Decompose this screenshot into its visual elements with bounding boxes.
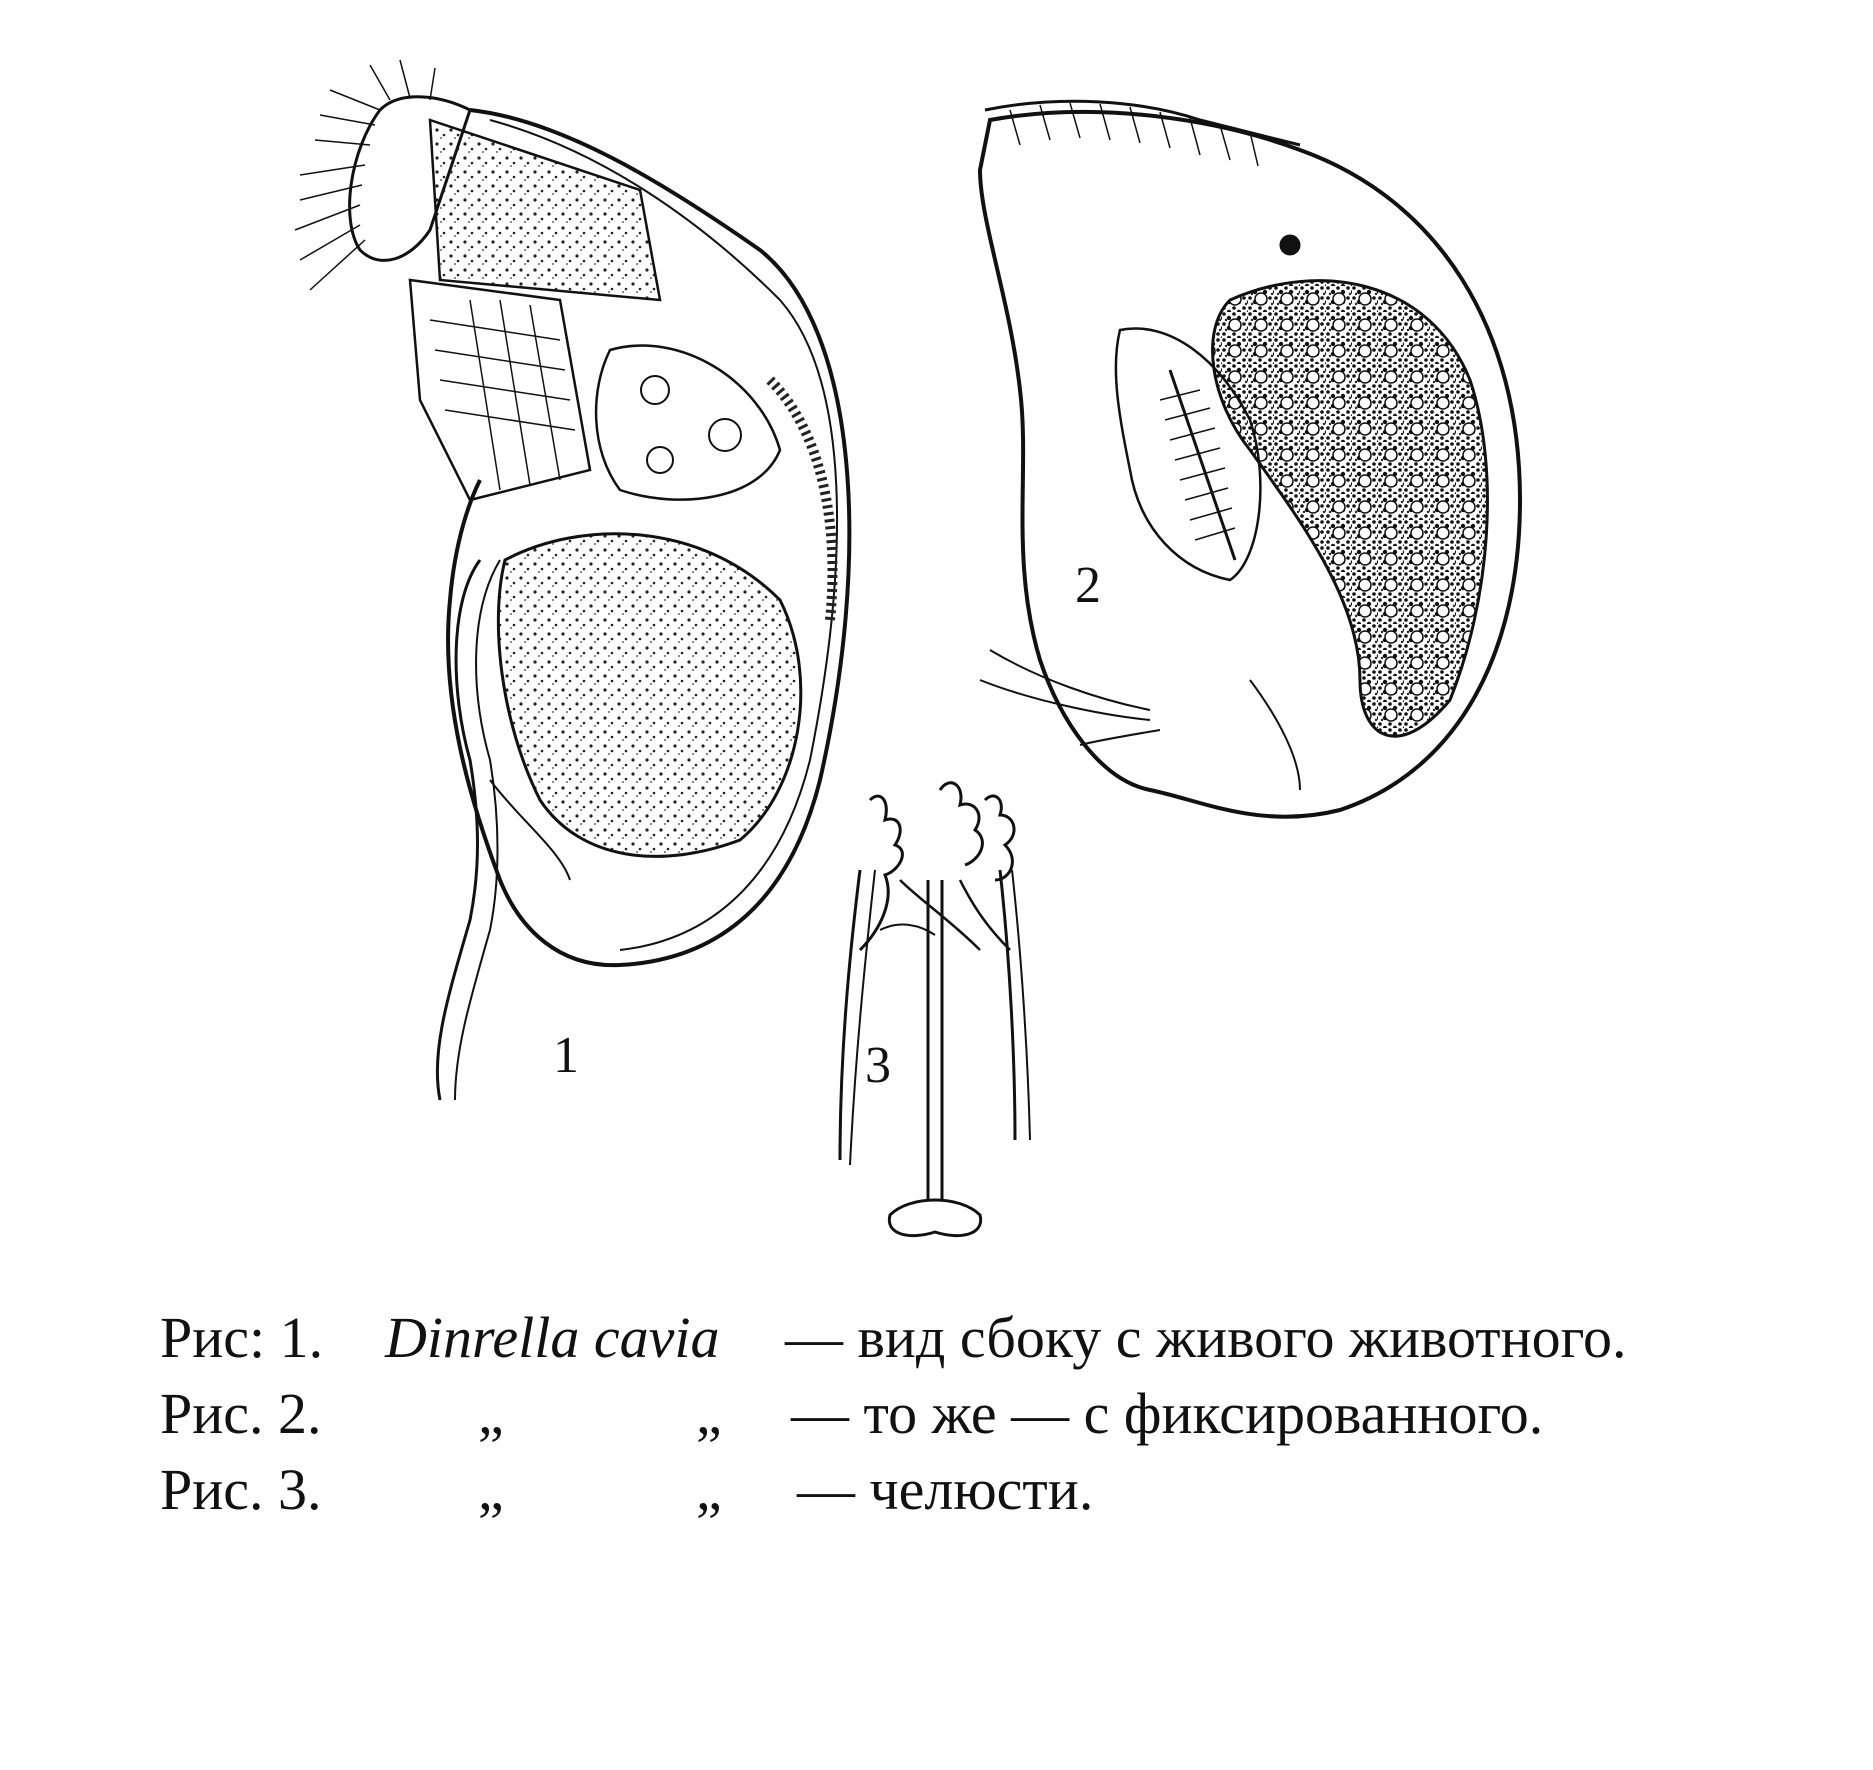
figure-3-label: 3 xyxy=(865,1037,891,1094)
caption-figure-number: Рис. 2. xyxy=(160,1381,322,1446)
caption-species-name: Dinrella cavia xyxy=(385,1305,720,1370)
caption-line-2 xyxy=(160,1376,1840,1452)
figure-2-label: 2 xyxy=(1075,557,1101,614)
caption-ditto-mark: „ xyxy=(696,1457,722,1522)
caption-line-3 xyxy=(160,1452,1840,1528)
figure-caption xyxy=(160,1300,1840,1528)
caption-ditto-mark: „ xyxy=(696,1381,722,1446)
caption-ditto-mark: „ xyxy=(478,1457,504,1522)
caption-description: — челюсти. xyxy=(797,1457,1094,1522)
caption-figure-number: Рис. 3. xyxy=(160,1457,322,1522)
caption-ditto-mark: „ xyxy=(478,1381,504,1446)
figure-1-drawing xyxy=(295,60,849,1100)
figure-3-drawing xyxy=(840,783,1030,1236)
figure-2-drawing xyxy=(980,101,1520,816)
caption-line-1 xyxy=(160,1300,1840,1376)
caption-figure-number: Рис: 1. xyxy=(160,1305,324,1370)
figure-1-label: 1 xyxy=(553,1027,579,1084)
caption-description: — вид сбоку с живого животного. xyxy=(785,1305,1627,1370)
caption-description: — то же — с фиксированного. xyxy=(791,1381,1544,1446)
